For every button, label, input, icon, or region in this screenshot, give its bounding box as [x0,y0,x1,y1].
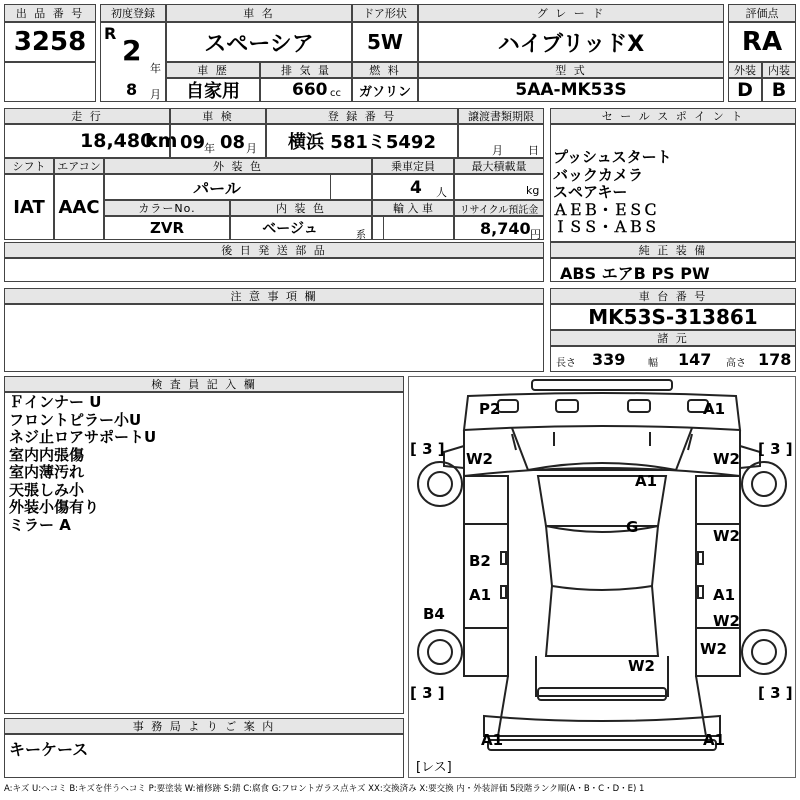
car-name: スペーシア [204,31,314,57]
tire-bracket: [ 3 ] [758,440,793,458]
length-label: 長さ [556,358,576,369]
exterior-grade-label: 外装 [728,62,762,78]
office-note-label: 事 務 局 よ り ご 案 内 [4,718,404,734]
interior-color-label: 内 装 色 [230,200,372,216]
spare-tire-label: [レス] [416,760,452,775]
mileage: 18,480 [80,130,154,152]
recycle-unit: 円 [530,228,541,241]
import-sub-box [372,216,384,240]
registration-label: 登 録 番 号 [266,108,458,124]
tire-bracket: [ 3 ] [410,684,445,702]
model-label: 型 式 [418,62,724,78]
width-label: 幅 [648,358,658,369]
notes-box [4,304,544,372]
interior-grade-label: 内装 [762,62,796,78]
grade-label: グ レ ー ド [418,4,724,22]
model: 5AA-MK53S [515,80,627,100]
sales-point: バックカメラ [553,165,644,184]
inspection-year: 09 [180,132,206,153]
equipment-label: 純 正 装 備 [550,242,796,258]
damage-label: A1 [713,586,736,604]
score-label: 評価点 [728,4,796,22]
damage-label: B2 [469,552,491,570]
equipment: ABS エアB PS PW [560,264,710,283]
damage-label: A1 [703,731,726,749]
height-label: 高さ [726,358,746,369]
inspector-note: 外装小傷有り [9,498,100,516]
damage-label: B4 [423,605,445,623]
mileage-unit: km [145,130,178,152]
car-outline-diagram [408,376,796,778]
sales-point: プッシュスタート [553,148,672,166]
capacity-unit: 人 [436,186,447,199]
exterior-color: パール [193,178,241,198]
damage-label: A1 [469,586,492,604]
later-parts-box [4,258,544,282]
width: 147 [678,350,712,369]
recycle-deposit: 8,740 [480,219,531,238]
fuel: ガソリン [358,84,411,100]
interior-color-unit: 系 [356,230,366,241]
inspector-note: 室内薄汚れ [9,463,85,481]
dimensions-label: 諸 元 [550,330,796,346]
car-name-label: 車 名 [166,4,352,22]
inspection-month-unit: 月 [246,142,257,155]
color-number-label: カラーNo. [104,200,230,216]
chassis-label: 車 台 番 号 [550,288,796,304]
sales-points-label: セ ー ル ス ポ イ ン ト [550,108,796,124]
sales-point: ＩＳＳ・ＡＢＳ [553,218,659,236]
damage-label: A1 [703,400,726,418]
year: 2 [122,34,142,67]
lot-number: 3258 [13,27,87,57]
legend: A:キズ U:ヘコミ B:キズを伴うヘコミ P:要塗装 W:補修跡 S:錆 C:腐食 G:フロントガラス点キズ XX:交換済み X:要交換 内・外装評価 5段階ランク順(A・B・C・D・E) 1 [4,784,645,794]
inspector-note: Ｆインナー U [9,393,102,411]
registration: 横浜 581ミ5492 [288,132,436,153]
notes-label: 注 意 事 項 欄 [4,288,544,304]
history-label: 車 歴 [166,62,260,78]
inspection-month: 08 [220,132,246,153]
lot-number-label: 出 品 番 号 [4,4,96,22]
sales-point: スペアキー [553,183,628,201]
inspector-note: フロントピラー小U [9,410,142,429]
aircon-label: エアコン [54,158,104,174]
displacement: 660 [292,80,328,100]
displacement-unit: cc [330,88,341,99]
damage-label: W2 [713,527,740,545]
damage-label: G [626,518,639,536]
shift-label: シフト [4,158,54,174]
inspector-note: ネジ止ロアサポートU [9,428,157,446]
month-unit: 月 [150,88,161,101]
era: R [104,24,117,43]
tire-bracket: [ 3 ] [758,684,793,702]
recycle-label: リサイクル預託金 [454,200,544,216]
import-box [372,216,454,240]
max-load-label: 最大積載量 [454,158,544,174]
max-load-unit: kg [526,184,540,197]
inspector-notes-label: 検 査 員 記 入 欄 [4,376,404,392]
interior-color: ベージュ [262,221,318,237]
exterior-color-label: 外 装 色 [104,158,372,174]
transfer-deadline-label: 譲渡書類期限 [458,108,544,124]
month: 8 [126,80,138,99]
year-unit: 年 [150,62,161,75]
capacity-label: 乗車定員 [372,158,454,174]
inspector-note: 室内内張傷 [9,445,85,464]
damage-label: A1 [635,472,658,490]
inspector-note: ミラー A [9,515,71,534]
chassis-number: MK53S-313861 [588,305,758,329]
tire-bracket: [ 3 ] [410,440,445,458]
transfer-month-unit: 月 [492,144,503,157]
damage-label: P2 [479,400,501,418]
damage-label: W2 [700,640,727,658]
mileage-label: 走 行 [4,108,170,124]
aircon: AAC [58,196,100,218]
sales-points-list [553,149,672,237]
office-note: キーケース [9,740,89,759]
door: 5W [367,30,403,54]
transfer-day-unit: 日 [528,144,539,157]
height: 178 [758,350,792,369]
lot-blank-box [4,62,96,102]
inspection-label: 車 検 [170,108,266,124]
inspector-notes-list [9,394,156,534]
capacity: 4 [410,178,422,198]
exterior-grade: D [737,79,753,101]
history: 自家用 [186,81,240,102]
score: RA [741,27,783,57]
color-number: ZVR [149,219,185,237]
grade: ハイブリッドX [497,31,645,57]
inspection-year-unit: 年 [204,142,215,155]
first-registration-label: 初度登録 [100,4,166,22]
damage-label: W2 [713,612,740,630]
displacement-label: 排 気 量 [260,62,352,78]
import-label: 輸 入 車 [372,200,454,216]
inspector-note: 天張しみ小 [9,480,85,499]
sales-point: ＡＥＢ・ＥＳＣ [553,200,659,219]
door-label: ドア形状 [352,4,418,22]
shift: IAT [13,196,45,218]
exterior-color-sub-box [330,174,372,200]
length: 339 [592,350,626,369]
interior-grade: B [771,79,787,101]
damage-label: W2 [628,657,655,675]
later-parts-label: 後 日 発 送 部 品 [4,242,544,258]
damage-label: A1 [481,731,504,749]
damage-label: W2 [713,450,740,468]
damage-label: W2 [466,450,493,468]
fuel-label: 燃 料 [352,62,418,78]
